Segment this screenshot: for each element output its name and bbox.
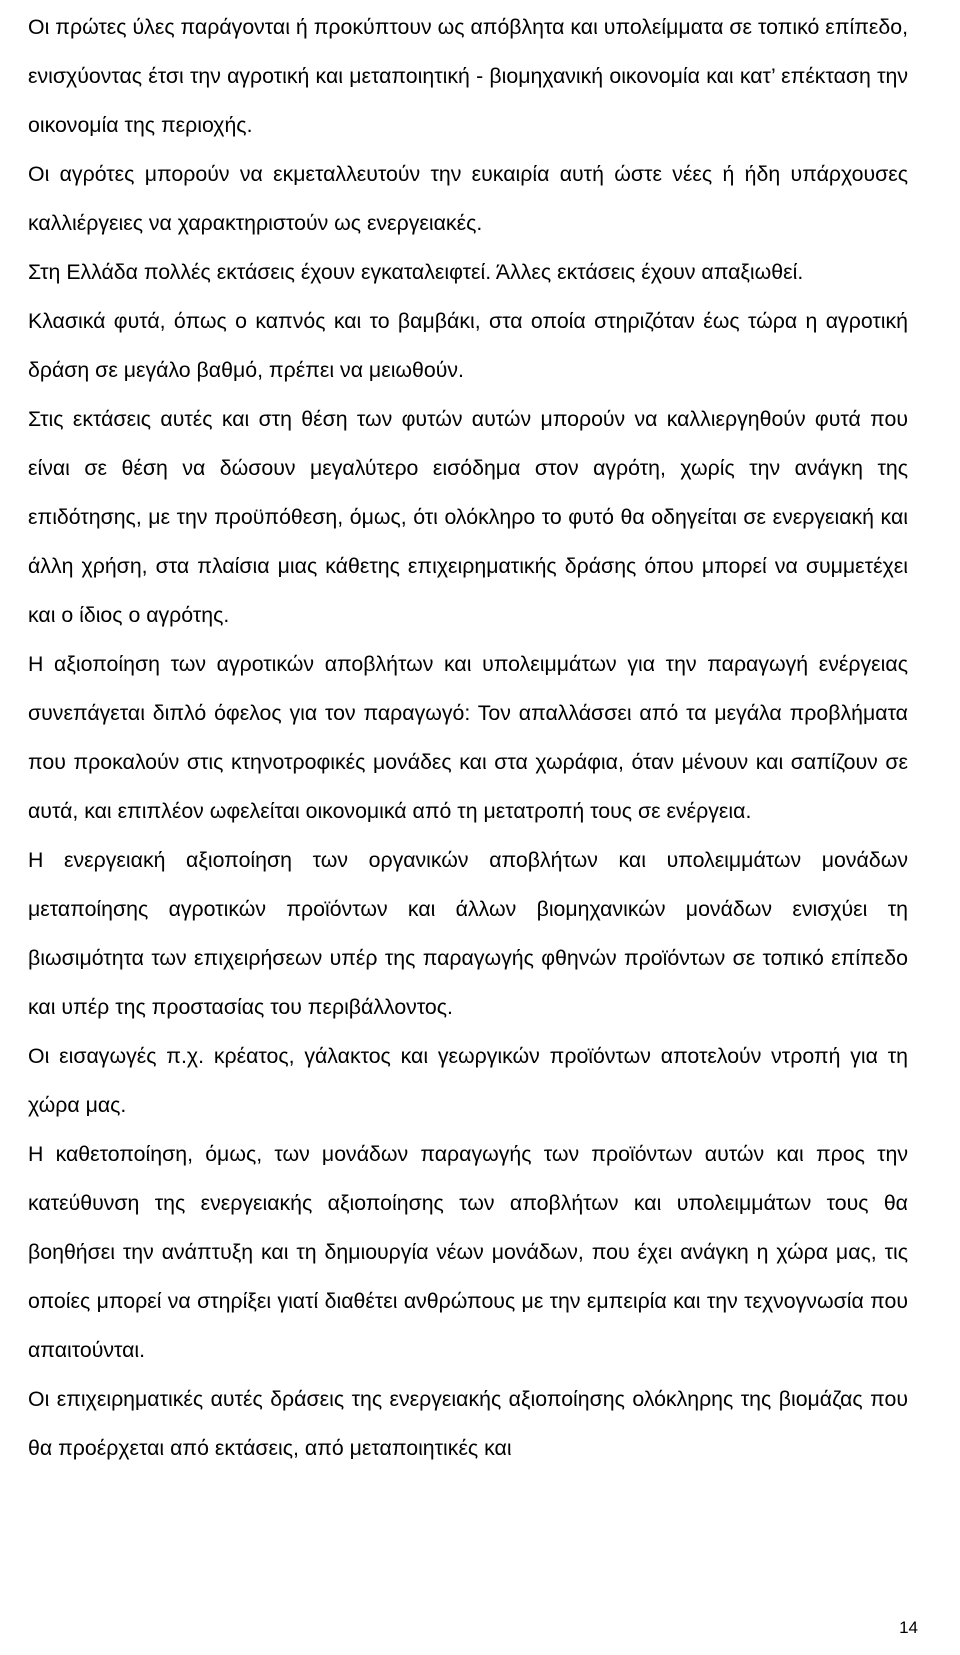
paragraph-farmers-opportunity: Οι αγρότες μπορούν να εκμεταλλευτούν την ευκαιρία αυτή ώστε νέες ή ήδη υπάρχουσες καλλιέργειες να χαρακτηριστούν ως ενεργειακές. [28,162,908,235]
paragraph-biomass-actions: Οι επιχειρηματικές αυτές δράσεις της ενεργειακής αξιοποίησης ολόκληρης της βιομάζας που θα προέρχεται από εκτάσεις, από μεταποιητικές και [28,1387,908,1460]
paragraph-organic-waste: Η ενεργειακή αξιοποίηση των οργανικών αποβλήτων και υπολειμμάτων μονάδων μεταποίησης αγροτικών προϊόντων και άλλων βιομηχανικών μονάδων ενισχύει τη βιωσιμότητα των επιχειρήσεων υπέρ της παραγωγής φθηνών προϊόντων σε τοπικό επίπεδο και υπέρ της προστασίας του περιβάλλοντος. [28,848,908,1019]
paragraph-classic-crops: Κλασικά φυτά, όπως ο καπνός και το βαμβάκι, στα οποία στηριζόταν έως τώρα η αγροτική δράση σε μεγάλο βαθμό, πρέπει να μειωθούν. [28,309,908,382]
paragraph-vertical-integration: Η καθετοποίηση, όμως, των μονάδων παραγωγής των προϊόντων αυτών και προς την κατεύθυνση της ενεργειακής αξιοποίησης των αποβλήτων και υπολειμμάτων τους θα βοηθήσει την ανάπτυξη και τη δημιουργία νέων μονάδων, που έχει ανάγκη η χώρα μας, τις οποίες μπορεί να στηρίξει γιατί διαθέτει ανθρώπους με την εμπειρία και την τεχνογνωσία που απαιτούνται. [28,1142,908,1362]
body-text [28,0,908,1473]
paragraph-new-crops: Στις εκτάσεις αυτές και στη θέση των φυτών αυτών μπορούν να καλλιεργηθούν φυτά που είναι σε θέση να δώσουν μεγαλύτερο εισόδημα στον αγρότη, χωρίς την ανάγκη της επιδότησης, με την προϋπόθεση, όμως, ότι ολόκληρο το φυτό θα οδηγείται σε ενεργειακή και άλλη χρήση, στα πλαίσια μιας κάθετης επιχειρηματικής δράσης όπου μπορεί να συμμετέχει και ο ίδιος ο αγρότης. [28,407,908,627]
paragraph-abandoned-land: Στη Ελλάδα πολλές εκτάσεις έχουν εγκαταλειφτεί. Άλλες εκτάσεις έχουν απαξιωθεί. [28,260,804,284]
paragraph-imports: Οι εισαγωγές π.χ. κρέατος, γάλακτος και γεωργικών προϊόντων αποτελούν ντροπή για τη χώρα μας. [28,1044,908,1117]
paragraph-raw-materials: Οι πρώτες ύλες παράγονται ή προκύπτουν ως απόβλητα και υπολείμματα σε τοπικό επίπεδο, ενισχύοντας έτσι την αγροτική και μεταποιητική - βιομηχανική οικονομία και κατ’ επέκταση την οικονομία της περιοχής. [28,15,908,137]
paragraph-waste-utilization: Η αξιοποίηση των αγροτικών αποβλήτων και υπολειμμάτων για την παραγωγή ενέργειας συνεπάγεται διπλό όφελος για τον παραγωγό: Τον απαλλάσσει από τα μεγάλα προβλήματα που προκαλούν στις κτηνοτροφικές μονάδες και στα χωράφια, όταν μένουν και σαπίζουν σε αυτά, και επιπλέον ωφελείται οικονομικά από τη μετατροπή τους σε ενέργεια. [28,652,908,823]
page-number: 14 [899,1618,918,1637]
document-page [28,0,908,1473]
